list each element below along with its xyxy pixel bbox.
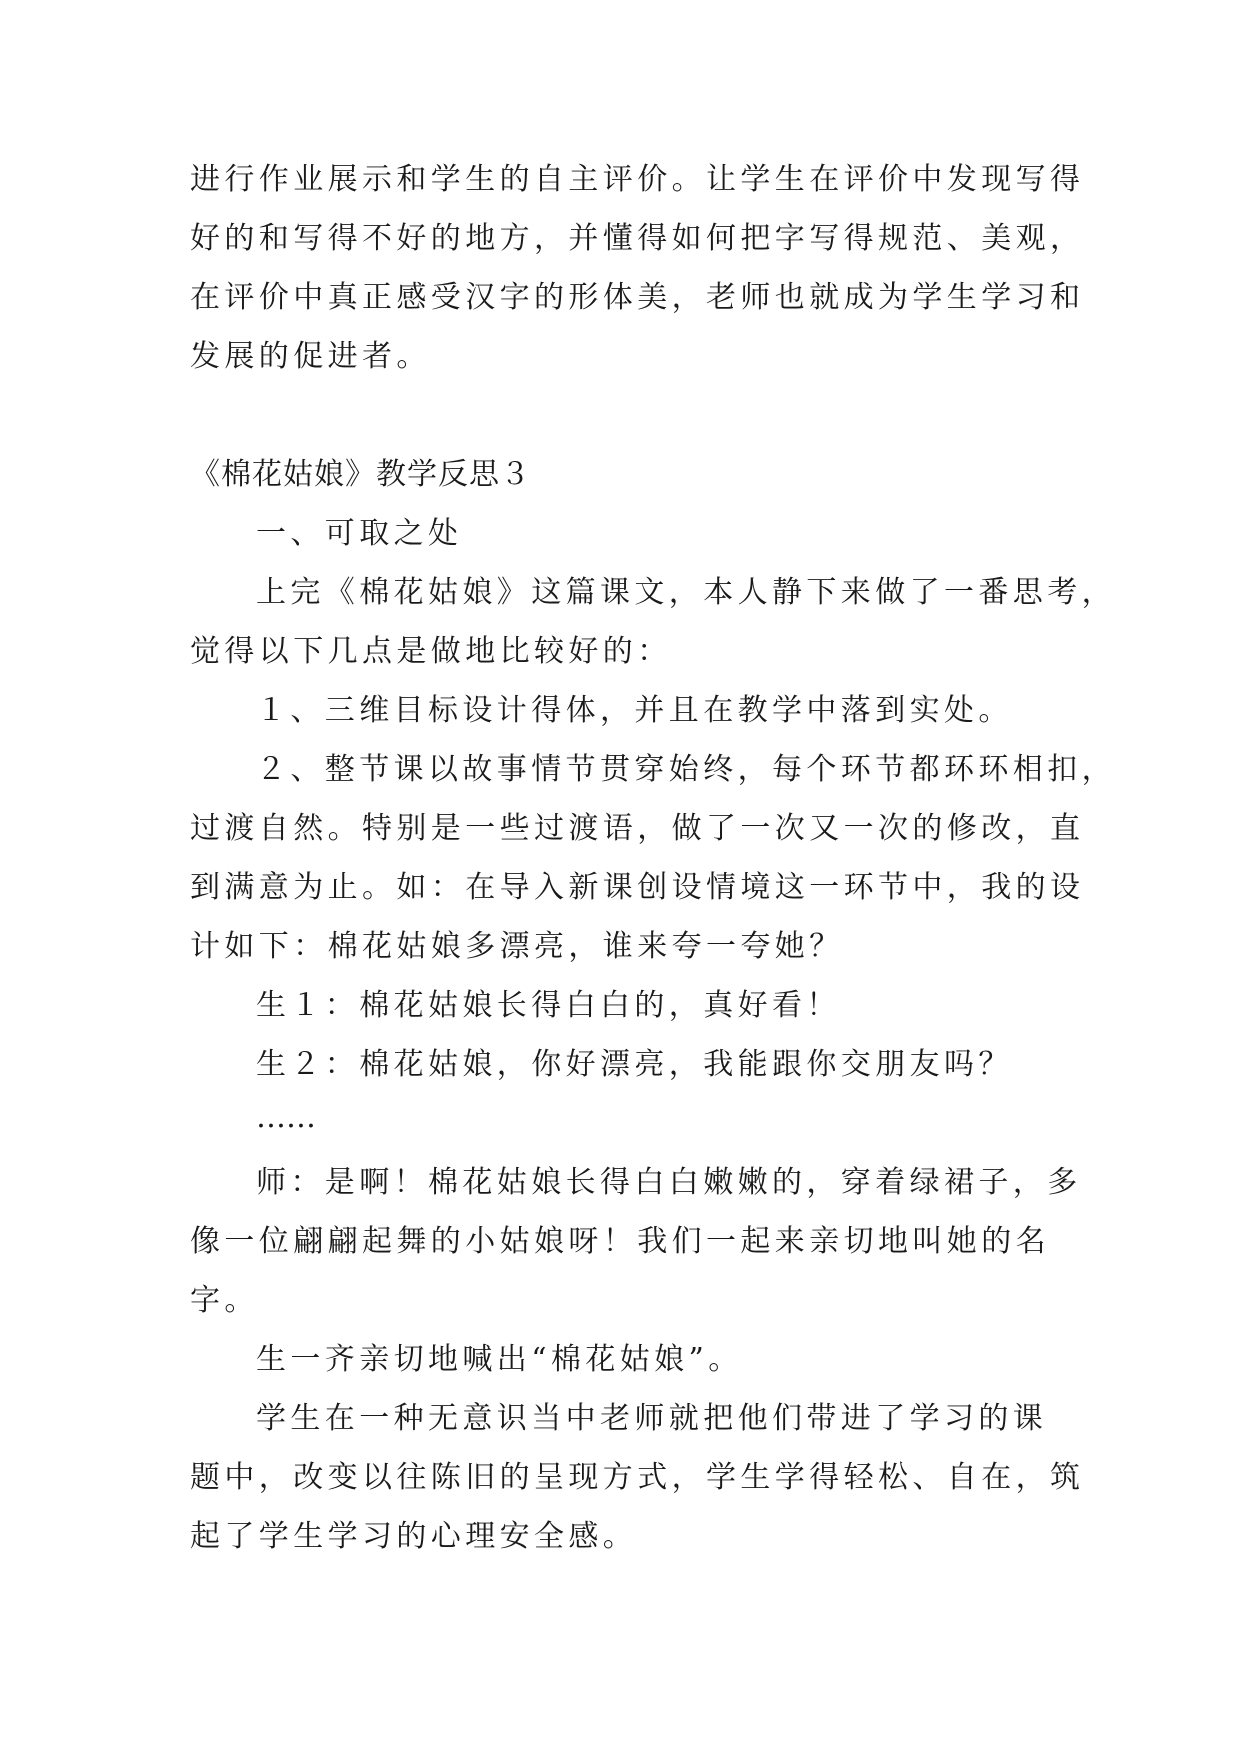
dialogue-line: 生２：棉花姑娘，你好漂亮，我能跟你交朋友吗？ xyxy=(256,1047,1013,1082)
paragraph-line: 题中，改变以往陈旧的呈现方式，学生学得轻松、自在，筑 xyxy=(190,1460,1085,1495)
paragraph-line: 字。 xyxy=(190,1283,259,1318)
subsection-heading: 一、可取之处 xyxy=(256,516,463,551)
paragraph-line: 到满意为止。如：在导入新课创设情境这一环节中，我的设 xyxy=(190,870,1085,905)
paragraph-line: 计如下：棉花姑娘多漂亮，谁来夸一夸她？ xyxy=(190,929,844,964)
paragraph-line: 觉得以下几点是做地比较好的： xyxy=(190,634,672,669)
dialogue-line: 生１：棉花姑娘长得白白的，真好看！ xyxy=(256,988,841,1023)
paragraph-line: 起了学生学习的心理安全感。 xyxy=(190,1519,638,1554)
list-item: ２、整节课以故事情节贯穿始终，每个环节都环环相扣， xyxy=(256,752,1116,787)
paragraph-line: 过渡自然。特别是一些过渡语，做了一次又一次的修改，直 xyxy=(190,811,1085,846)
paragraph-line: 像一位翩翩起舞的小姑娘呀！我们一起来亲切地叫她的名 xyxy=(190,1224,1050,1259)
paragraph-line: 学生在一种无意识当中老师就把他们带进了学习的课 xyxy=(256,1401,1048,1436)
ellipsis: …… xyxy=(256,1100,316,1135)
paragraph-line: 进行作业展示和学生的自主评价。让学生在评价中发现写得 xyxy=(190,162,1085,197)
paragraph-line: 在评价中真正感受汉字的形体美，老师也就成为学生学习和 xyxy=(190,280,1085,315)
paragraph-line: 生一齐亲切地喊出“棉花姑娘”。 xyxy=(256,1342,743,1377)
paragraph-line: 发展的促进者。 xyxy=(190,339,431,374)
dialogue-line: 师：是啊！棉花姑娘长得白白嫩嫩的，穿着绿裙子，多 xyxy=(256,1165,1082,1200)
list-item: １、三维目标设计得体，并且在教学中落到实处。 xyxy=(256,693,1013,728)
paragraph-line: 上完《棉花姑娘》这篇课文，本人静下来做了一番思考， xyxy=(256,575,1116,610)
paragraph-line: 好的和写得不好的地方，并懂得如何把字写得规范、美观， xyxy=(190,221,1085,256)
section-title: 《棉花姑娘》教学反思３ xyxy=(190,457,531,492)
